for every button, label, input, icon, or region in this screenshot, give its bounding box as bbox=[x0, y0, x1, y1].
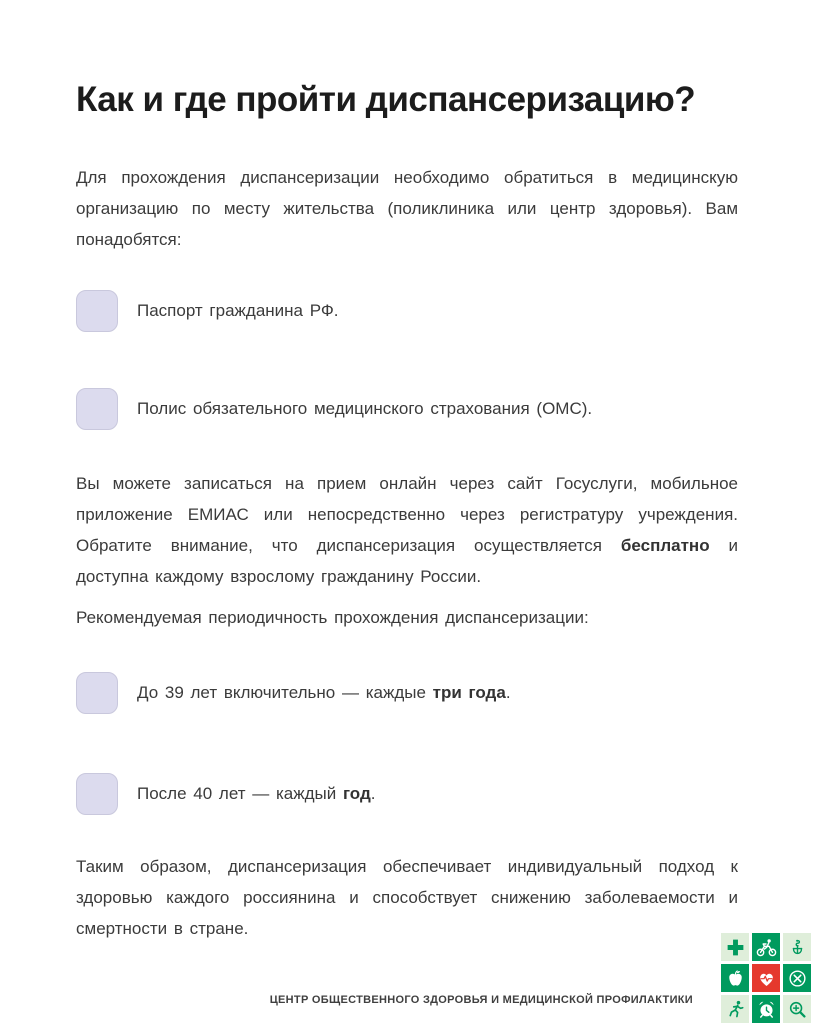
document-item bbox=[76, 290, 756, 332]
frequency-item bbox=[76, 773, 756, 815]
frequency-item-label bbox=[137, 683, 511, 703]
booking-text-bold: бесплатно bbox=[620, 536, 710, 555]
runner-icon bbox=[725, 999, 746, 1020]
medical-cross-icon bbox=[725, 937, 746, 958]
heart-ecg-icon bbox=[756, 968, 777, 989]
logo-tile bbox=[721, 995, 749, 1023]
frequency-item bbox=[76, 672, 756, 714]
document-item-label: Паспорт гражданина РФ. bbox=[137, 301, 339, 320]
document-item-label: Полис обязательного медицинского страхования (ОМС). bbox=[137, 399, 593, 418]
checkbox[interactable] bbox=[76, 773, 118, 815]
logo-tile bbox=[783, 933, 811, 961]
checkbox[interactable] bbox=[76, 290, 118, 332]
checkbox[interactable] bbox=[76, 388, 118, 430]
conclusion-paragraph: Таким образом, диспансеризация обеспечивает индивидуальный подход к здоровью каждого россиянина и способствует снижению заболеваемости и смертности в стране. bbox=[76, 857, 738, 938]
logo-tile bbox=[752, 964, 780, 992]
frequency-text-bold: год bbox=[342, 784, 371, 803]
frequency-item-label bbox=[137, 784, 376, 804]
footer-org-name: ЦЕНТР ОБЩЕСТВЕННОГО ЗДОРОВЬЯ И МЕДИЦИНСКОЙ ПРОФИЛАКТИКИ bbox=[269, 994, 693, 1006]
frequency-text-post: . bbox=[370, 784, 376, 803]
logo-tile bbox=[721, 964, 749, 992]
logo-tile bbox=[752, 995, 780, 1023]
logo-tile bbox=[783, 964, 811, 992]
frequency-heading: Рекомендуемая периодичность прохождения диспансеризации: bbox=[76, 608, 589, 627]
logo-tile bbox=[721, 933, 749, 961]
frequency-text-pre: До 39 лет включительно — каждые bbox=[137, 683, 433, 702]
alarm-clock-icon bbox=[756, 999, 777, 1020]
magnifier-plus-icon bbox=[787, 999, 808, 1020]
intro-paragraph: Для прохождения диспансеризации необходимо обратиться в медицинскую организацию по месту жительства (поликлиника или центр здоровья). Вам понадобятся: bbox=[76, 168, 738, 249]
health-center-logo bbox=[721, 933, 811, 1023]
document-item bbox=[76, 388, 756, 430]
frequency-text-bold: три года bbox=[432, 683, 506, 702]
crossed-utensils-icon bbox=[787, 968, 808, 989]
hygieia-bowl-icon bbox=[787, 937, 808, 958]
booking-paragraph bbox=[76, 468, 738, 592]
page-title: Как и где пройти диспансеризацию? bbox=[76, 80, 696, 119]
apple-icon bbox=[725, 968, 746, 989]
checkbox[interactable] bbox=[76, 672, 118, 714]
logo-tile bbox=[752, 933, 780, 961]
frequency-text-post: . bbox=[505, 683, 511, 702]
frequency-text-pre: После 40 лет — каждый bbox=[137, 784, 343, 803]
booking-text-post: и доступна каждому взрослому гражданину России. bbox=[76, 536, 738, 586]
booking-text-pre: Вы можете записаться на прием онлайн через сайт Госуслуги, мобильное приложение ЕМИАС или непосредственно через регистратуру учреждения. Обратите внимание, что диспансеризация осуществляется bbox=[76, 474, 738, 555]
cyclist-icon bbox=[756, 937, 777, 958]
logo-tile bbox=[783, 995, 811, 1023]
